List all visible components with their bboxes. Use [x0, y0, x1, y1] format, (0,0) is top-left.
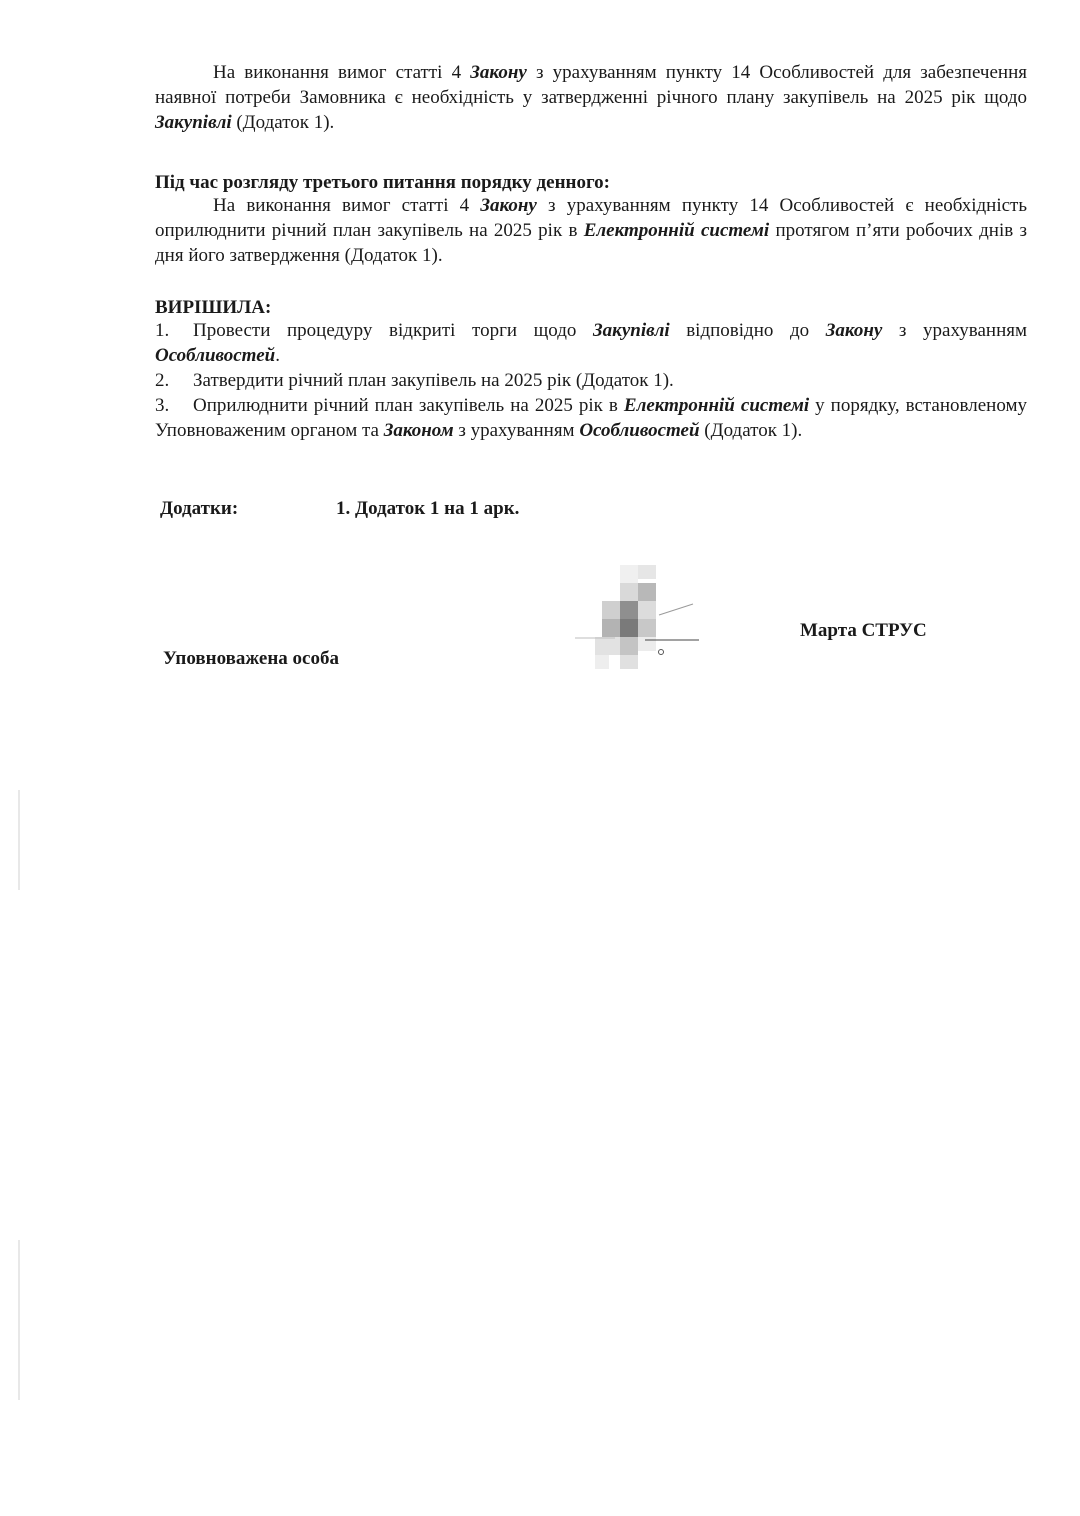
pixel-block	[620, 637, 638, 655]
decision-list	[155, 318, 1027, 443]
pixel-block	[638, 601, 656, 619]
term-law: Закону	[480, 195, 537, 216]
pixel-block	[638, 583, 656, 601]
pixel-block	[638, 619, 656, 637]
decision-item-2: 2. Затвердити річний план закупівель на 2025 рік (Додаток 1).	[155, 370, 674, 391]
pixel-block	[620, 565, 638, 583]
attachments-label: Додатки:	[160, 498, 239, 519]
pixel-block	[602, 619, 620, 637]
term-procurement: Закупівлі	[155, 112, 232, 133]
pixel-block	[595, 655, 609, 669]
term-law: Закону	[470, 62, 527, 83]
signature-stroke	[659, 604, 693, 615]
scan-artifact	[18, 790, 20, 890]
signature-stroke	[659, 650, 664, 655]
signer-role: Уповноважена особа	[163, 648, 339, 669]
pixel-block	[638, 637, 656, 651]
paragraph-annual-plan-approval: На виконання вимог статті 4 Закону з урахуванням пункту 14 Особливостей для забезпечення наявної потреби Замовника є необхідність у затвердженні річного плану закупівель на 2025 рік щодо Закупівлі (Додаток 1).	[155, 62, 1027, 133]
pixel-block	[620, 583, 638, 601]
term-electronic-system: Електронній системі	[583, 220, 770, 241]
scan-artifact	[18, 1240, 20, 1400]
pixel-block	[620, 655, 638, 669]
pixel-block	[620, 601, 638, 619]
redacted-signature	[575, 560, 705, 675]
decision-heading: ВИРІШИЛА:	[155, 297, 272, 318]
decision-item-1: 1. Провести процедуру відкриті торги щодо Закупівлі відповідно до Закону з урахуванням Особливостей.	[155, 320, 1028, 366]
paragraph-publish-plan: На виконання вимог статті 4 Закону з урахуванням пункту 14 Особливостей є необхідність оприлюднити річний план закупівель на 2025 рік в Електронній системі протягом п’яти робочих днів з дня його затвердження (Додаток 1).	[155, 195, 1027, 266]
section-heading-third-question: Під час розгляду третього питання порядку денного:	[155, 172, 610, 193]
signer-name: Марта СТРУС	[800, 620, 927, 641]
pixel-block	[638, 565, 656, 579]
pixel-block	[595, 637, 620, 655]
pixel-block	[602, 601, 620, 619]
decision-item-3: 3. Оприлюднити річний план закупівель на 2025 рік в Електронній системі у порядку, встановленому Уповноваженим органом та Законом з урахуванням Особливостей (Додаток 1).	[155, 395, 1027, 441]
pixel-block	[620, 619, 638, 637]
attachments-value: 1. Додаток 1 на 1 арк.	[336, 498, 520, 519]
